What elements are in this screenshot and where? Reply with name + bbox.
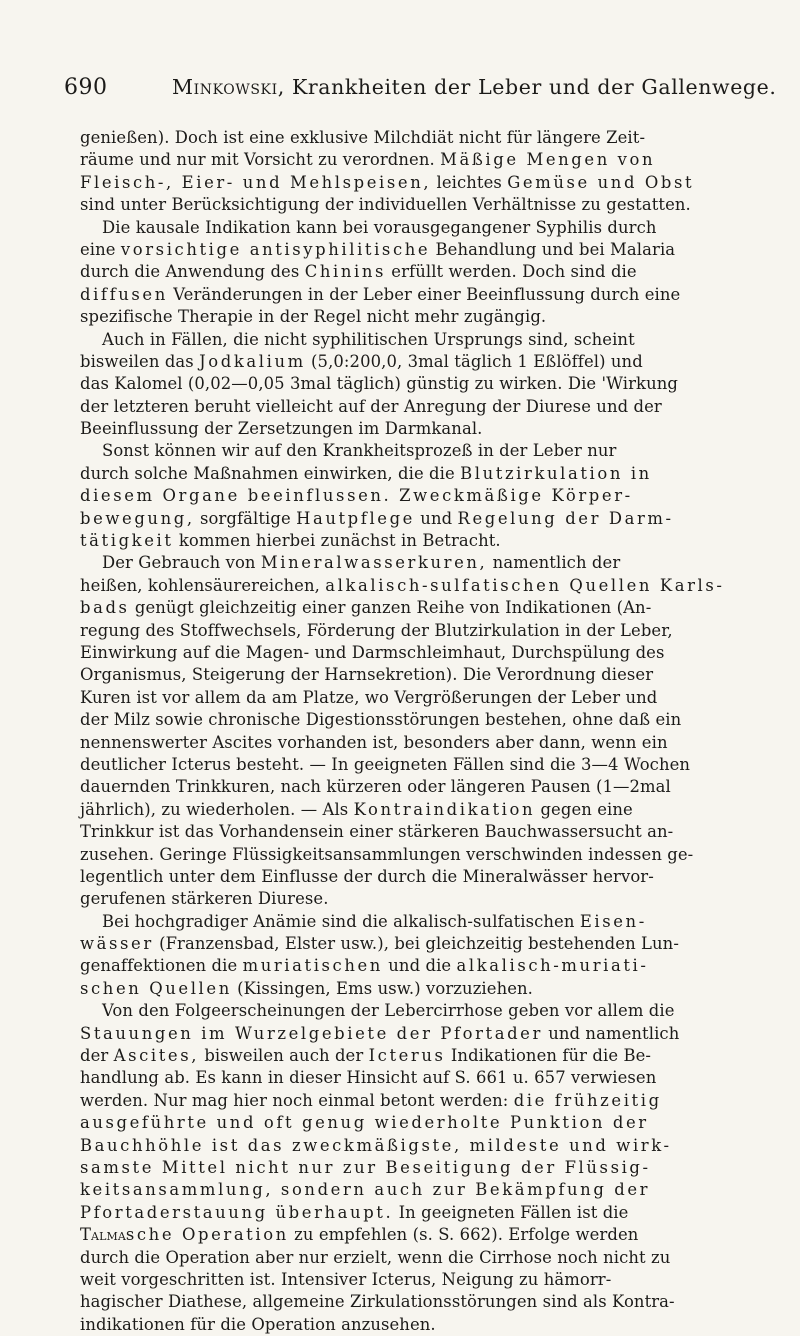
text-run: Organismus, Steigerung der Harnsekretion). Die Verordnung dieser bbox=[80, 665, 654, 685]
text-line bbox=[80, 1291, 790, 1313]
text-line bbox=[80, 709, 790, 731]
text-line bbox=[80, 754, 790, 776]
text-run: weit vorgeschritten ist. Intensiver Icterus, Neigung zu hämorr- bbox=[80, 1269, 612, 1289]
spaced-emphasis-run: Eisen- bbox=[579, 911, 647, 931]
text-line bbox=[80, 1269, 790, 1291]
text-line bbox=[80, 1090, 790, 1112]
text-run: Einwirkung auf die Magen- und Darmschleimhaut, Durchspülung des bbox=[80, 642, 665, 662]
text-run: Sonst können wir auf den Krankheitsprozeß in der Leber nur bbox=[102, 441, 617, 461]
text-line bbox=[80, 1314, 790, 1336]
text-line bbox=[80, 866, 790, 888]
text-run: jährlich), zu wiederholen. — Als bbox=[80, 799, 354, 819]
page-number: 690 bbox=[64, 75, 108, 100]
text-run: der Milz sowie chronische Digestionsstörungen bestehen, ohne daß ein bbox=[80, 710, 682, 730]
spaced-emphasis-run: bewegung, bbox=[80, 508, 195, 528]
text-run: Trinkkur ist das Vorhandensein einer stärkeren Bauchwassersucht an- bbox=[80, 822, 674, 842]
text-line bbox=[80, 664, 790, 686]
spaced-emphasis-run: Hautpflege bbox=[296, 508, 415, 528]
text-run: sind unter Berücksichtigung der individuellen Verhältnisse zu gestatten. bbox=[80, 195, 691, 215]
spaced-emphasis-run: diffusen bbox=[80, 284, 168, 304]
page-header bbox=[64, 75, 777, 109]
text-run: und namentlich bbox=[542, 1023, 680, 1043]
text-run: gerufenen stärkeren Diurese. bbox=[80, 889, 329, 909]
running-head-title: Krankheiten der Leber und der Gallenwege. bbox=[291, 75, 777, 99]
text-run: der letzteren beruht vielleicht auf der Anregung der Diurese und der bbox=[80, 396, 662, 416]
text-run: bisweilen auch der bbox=[199, 1046, 369, 1066]
spaced-emphasis-run: Pfortaderstauung überhaupt. bbox=[80, 1202, 394, 1222]
spaced-emphasis-run: Regelung der Darm- bbox=[457, 508, 674, 528]
text-run: Behandlung und bei Malaria bbox=[430, 239, 676, 259]
text-run: handlung ab. Es kann in dieser Hinsicht auf S. 661 u. 657 verwiesen bbox=[80, 1068, 657, 1088]
text-line bbox=[80, 508, 790, 530]
text-run: hagischer Diathese, allgemeine Zirkulationsstörungen sind als Kontra- bbox=[80, 1292, 675, 1312]
spaced-emphasis-run: samste Mittel nicht nur zur Beseitigung der Flüssig- bbox=[80, 1157, 651, 1177]
text-run: Die kausale Indikation kann bei vorausgegangener Syphilis durch bbox=[102, 217, 657, 237]
text-run: regung des Stoffwechsels, Förderung der Blutzirkulation in der Leber, bbox=[80, 620, 673, 640]
text-line bbox=[80, 955, 790, 977]
text-run: Beeinflussung der Zersetzungen im Darmkanal. bbox=[80, 419, 483, 439]
text-run: räume und nur mit Vorsicht zu verordnen. bbox=[80, 150, 441, 170]
text-run: gegen eine bbox=[535, 799, 633, 819]
spaced-emphasis-run: keitsansammlung, sondern auch zur Bekämpfung der bbox=[80, 1180, 651, 1200]
text-line bbox=[80, 194, 790, 216]
text-line bbox=[80, 799, 790, 821]
text-line bbox=[80, 261, 790, 283]
text-run: Indikationen für die Be- bbox=[445, 1046, 652, 1066]
text-line bbox=[80, 911, 790, 933]
spaced-emphasis-run: alkalisch-muriati- bbox=[456, 956, 649, 976]
text-line bbox=[80, 552, 790, 574]
text-run: erfüllt werden. Doch sind die bbox=[386, 262, 637, 282]
text-line bbox=[80, 1135, 790, 1157]
text-run: sorgfältige bbox=[194, 508, 297, 528]
spaced-emphasis-run: Kontraindikation bbox=[353, 799, 536, 819]
running-head bbox=[172, 75, 777, 99]
spaced-emphasis-run: Stauungen im Wurzelgebiete der Pfortader bbox=[80, 1023, 543, 1043]
text-line bbox=[80, 1157, 790, 1179]
text-line bbox=[80, 485, 790, 507]
spaced-emphasis-run: Jodkalium bbox=[199, 351, 306, 371]
text-line bbox=[80, 418, 790, 440]
spaced-emphasis-run: schen Quellen bbox=[80, 978, 232, 998]
text-line bbox=[80, 1000, 790, 1022]
text-run: (Franzensbad, Elster usw.), bei gleichzeitig bestehenden Lun- bbox=[153, 934, 679, 954]
text-run: kommen hierbei zunächst in Betracht. bbox=[173, 531, 501, 551]
text-run: spezifische Therapie in der Regel nicht mehr zugängig. bbox=[80, 307, 547, 327]
text-run: bisweilen das bbox=[80, 351, 200, 371]
text-line bbox=[80, 127, 790, 149]
text-run: genügt gleichzeitig einer ganzen Reihe von Indikationen (An- bbox=[129, 598, 652, 618]
text-run: zu empfehlen (s. S. 662). Erfolge werden bbox=[288, 1225, 639, 1245]
text-line bbox=[80, 1247, 790, 1269]
text-run: durch die Anwendung des bbox=[80, 262, 305, 282]
spaced-emphasis-run: die frühzeitig bbox=[513, 1090, 662, 1110]
text-line bbox=[80, 776, 790, 798]
text-line bbox=[80, 440, 790, 462]
small-caps-run: Talma bbox=[80, 1225, 126, 1245]
text-run: In geeigneten Fällen ist die bbox=[393, 1202, 629, 1222]
text-run: Bei hochgradiger Anämie sind die alkalisch-sulfatischen bbox=[102, 911, 580, 931]
text-run: deutlicher Icterus besteht. — In geeigneten Fällen sind die 3—4 Wochen bbox=[80, 754, 691, 774]
text-run: dauernden Trinkkuren, nach kürzeren oder längeren Pausen (1—2mal bbox=[80, 777, 671, 797]
text-line bbox=[80, 844, 790, 866]
text-run: indikationen für die Operation anzusehen. bbox=[80, 1314, 436, 1334]
text-run: (Kissingen, Ems usw.) vorzuziehen. bbox=[231, 978, 533, 998]
text-line bbox=[80, 217, 790, 239]
text-line bbox=[80, 597, 790, 619]
text-run: Von den Folgeerscheinungen der Lebercirrhose geben vor allem die bbox=[102, 1001, 675, 1021]
text-line bbox=[80, 329, 790, 351]
text-line bbox=[80, 530, 790, 552]
text-run: der bbox=[80, 1046, 114, 1066]
text-run: das Kalomel (0,02—0,05 3mal täglich) günstig zu wirken. Die 'Wirkung bbox=[80, 374, 678, 394]
body-text bbox=[80, 127, 790, 1336]
spaced-emphasis-run: Ascites, bbox=[113, 1046, 200, 1066]
spaced-emphasis-run: ausgeführte und oft genug wiederholte Punktion der bbox=[80, 1113, 649, 1133]
spaced-emphasis-run: Mineralwasserkuren, bbox=[260, 553, 488, 573]
running-head-author: Minkowski, bbox=[172, 75, 285, 99]
text-line bbox=[80, 1023, 790, 1045]
text-run: eine bbox=[80, 239, 121, 259]
text-run: nennenswerter Ascites vorhanden ist, besonders aber dann, wenn ein bbox=[80, 732, 668, 752]
text-run: und die bbox=[382, 956, 457, 976]
spaced-emphasis-run: bads bbox=[80, 598, 130, 618]
spaced-emphasis-run: Mäßige Mengen von bbox=[440, 150, 656, 170]
spaced-emphasis-run: tätigkeit bbox=[80, 531, 174, 551]
spaced-emphasis-run: Blutzirkulation in bbox=[460, 463, 652, 483]
text-line bbox=[80, 1112, 790, 1134]
text-line bbox=[80, 396, 790, 418]
text-line bbox=[80, 373, 790, 395]
text-run: werden. Nur mag hier noch einmal betont werden: bbox=[80, 1090, 514, 1110]
text-line bbox=[80, 978, 790, 1000]
spaced-emphasis-run: Icterus bbox=[368, 1046, 446, 1066]
text-run: leichtes bbox=[431, 172, 508, 192]
text-line bbox=[80, 620, 790, 642]
spaced-emphasis-run: Chinins bbox=[304, 262, 386, 282]
text-line bbox=[80, 1224, 790, 1246]
spaced-emphasis-run: alkalisch-sulfatischen Quellen Karls- bbox=[325, 575, 725, 595]
text-line bbox=[80, 1179, 790, 1201]
text-run: und bbox=[414, 508, 458, 528]
text-line bbox=[80, 642, 790, 664]
text-run: genießen). Doch ist eine exklusive Milchdiät nicht für längere Zeit- bbox=[80, 128, 646, 147]
text-line bbox=[80, 732, 790, 754]
text-line bbox=[80, 239, 790, 261]
text-line bbox=[80, 284, 790, 306]
text-line bbox=[80, 821, 790, 843]
text-run: Auch in Fällen, die nicht syphilitischen Ursprungs sind, scheint bbox=[102, 329, 635, 349]
text-run: durch die Operation aber nur erzielt, wenn die Cirrhose noch nicht zu bbox=[80, 1247, 671, 1267]
spaced-emphasis-run: sche Operation bbox=[125, 1225, 289, 1245]
text-line bbox=[80, 463, 790, 485]
spaced-emphasis-run: Bauchhöhle ist das zweckmäßigste, mildeste und wirk- bbox=[80, 1135, 672, 1155]
text-run: legentlich unter dem Einflusse der durch die Mineralwässer hervor- bbox=[80, 866, 654, 886]
text-line bbox=[80, 306, 790, 328]
spaced-emphasis-run: Fleisch-, Eier- und Mehlspeisen, bbox=[80, 172, 432, 192]
text-run: Der Gebrauch von bbox=[102, 553, 261, 573]
text-run: Kuren ist vor allem da am Platze, wo Vergrößerungen der Leber und bbox=[80, 687, 658, 707]
spaced-emphasis-run: muriatischen bbox=[242, 956, 383, 976]
text-run: genaffektionen die bbox=[80, 956, 243, 976]
text-line bbox=[80, 575, 790, 597]
text-run: zusehen. Geringe Flüssigkeitsansammlungen verschwinden indessen ge- bbox=[80, 844, 694, 864]
text-line bbox=[80, 351, 790, 373]
text-run: heißen, kohlensäurereichen, bbox=[80, 575, 326, 595]
text-line bbox=[80, 687, 790, 709]
spaced-emphasis-run: wässer bbox=[80, 934, 154, 954]
spaced-emphasis-run: Gemüse und Obst bbox=[507, 172, 695, 192]
text-line bbox=[80, 933, 790, 955]
spaced-emphasis-run: vorsichtige antisyphilitische bbox=[120, 239, 431, 259]
text-line bbox=[80, 172, 790, 194]
text-line bbox=[80, 1067, 790, 1089]
text-run: (5,0:200,0, 3mal täglich 1 Eßlöffel) und bbox=[305, 351, 643, 371]
text-line bbox=[80, 888, 790, 910]
text-run: namentlich der bbox=[487, 553, 621, 573]
spaced-emphasis-run: diesem Organe beeinflussen. Zweckmäßige Körper- bbox=[80, 486, 633, 506]
text-line bbox=[80, 1202, 790, 1224]
text-line bbox=[80, 1045, 790, 1067]
text-line bbox=[80, 149, 790, 171]
text-run: durch solche Maßnahmen einwirken, die die bbox=[80, 463, 461, 483]
text-run: Veränderungen in der Leber einer Beeinflussung durch eine bbox=[167, 284, 681, 304]
